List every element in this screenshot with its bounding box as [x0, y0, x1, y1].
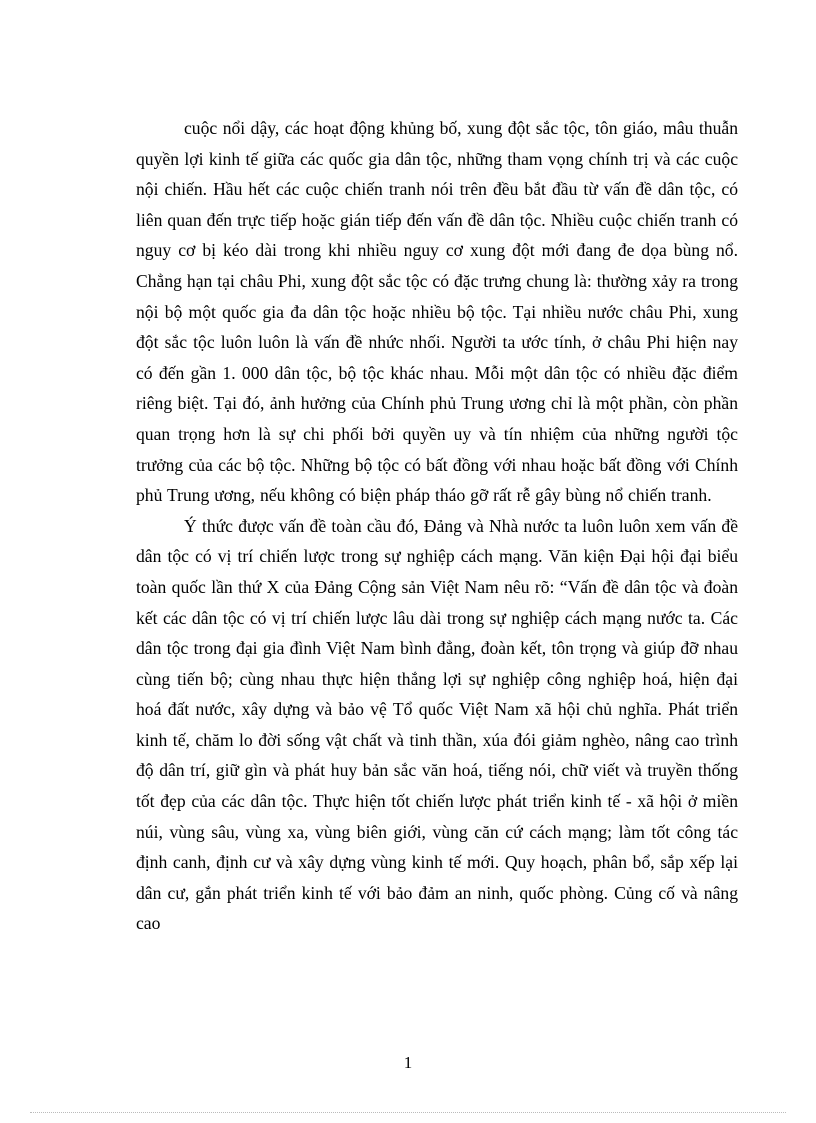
page-number: 1	[403, 1053, 413, 1072]
paragraph-1: cuộc nổi dậy, các hoạt động khủng bố, xung đột sắc tộc, tôn giáo, mâu thuẫn quyền lợi kinh tế giữa các quốc gia dân tộc, những tham vọng chính trị và các cuộc nội chiến. Hầu hết các cuộc chiến tranh nói trên đều bắt đầu từ vấn đề dân tộc, có liên quan đến trực tiếp hoặc gián tiếp đến vấn đề dân tộc. Nhiều cuộc chiến tranh có nguy cơ bị kéo dài trong khi nhiều nguy cơ xung đột mới đang đe dọa bùng nổ. Chẳng hạn tại châu Phi, xung đột sắc tộc có đặc trưng chung là: thường xảy ra trong nội bộ một quốc gia đa dân tộc hoặc nhiều bộ tộc. Tại nhiều nước châu Phi, xung đột sắc tộc luôn luôn là vấn đề nhức nhối. Người ta ước tính, ở châu Phi hiện nay có đến gần 1. 000 dân tộc, bộ tộc khác nhau. Mỗi một dân tộc có nhiều đặc điểm riêng biệt. Tại đó, ảnh hưởng của Chính phủ Trung ương chỉ là một phần, còn phần quan trọng hơn là sự chi phối bởi quyền uy và tín nhiệm của những người tộc trưởng của các bộ tộc. Những bộ tộc có bất đồng với nhau hoặc bất đồng với Chính phủ Trung ương, nếu không có biện pháp tháo gỡ rất rễ gây bùng nổ chiến tranh.	[136, 118, 738, 506]
body-text	[136, 113, 738, 939]
paragraph-2: Ý thức được vấn đề toàn cầu đó, Đảng và Nhà nước ta luôn luôn xem vấn đề dân tộc có vị trí chiến lược trong sự nghiệp cách mạng. Văn kiện Đại hội đại biểu toàn quốc lần thứ X của Đảng Cộng sản Việt Nam nêu rõ: “Vấn đề dân tộc và đoàn kết các dân tộc có vị trí chiến lược lâu dài trong sự nghiệp cách mạng nước ta. Các dân tộc trong đại gia đình Việt Nam bình đẳng, đoàn kết, tôn trọng và giúp đỡ nhau cùng tiến bộ; cùng nhau thực hiện thắng lợi sự nghiệp công nghiệp hoá, hiện đại hoá đất nước, xây dựng và bảo vệ Tổ quốc Việt Nam xã hội chủ nghĩa. Phát triển kinh tế, chăm lo đời sống vật chất và tinh thần, xúa đói giảm nghèo, nâng cao trình độ dân trí, giữ gìn và phát huy bản sắc văn hoá, tiếng nói, chữ viết và truyền thống tốt đẹp của các dân tộc. Thực hiện tốt chiến lược phát triển kinh tế - xã hội ở miền núi, vùng sâu, vùng xa, vùng biên giới, vùng căn cứ cách mạng; làm tốt công tác định canh, định cư và xây dựng vùng kinh tế mới. Quy hoạch, phân bổ, sắp xếp lại dân cư, gắn phát triển kinh tế với bảo đảm an ninh, quốc phòng. Củng cố và nâng cao	[136, 515, 738, 934]
page-bottom-divider	[30, 1112, 786, 1113]
